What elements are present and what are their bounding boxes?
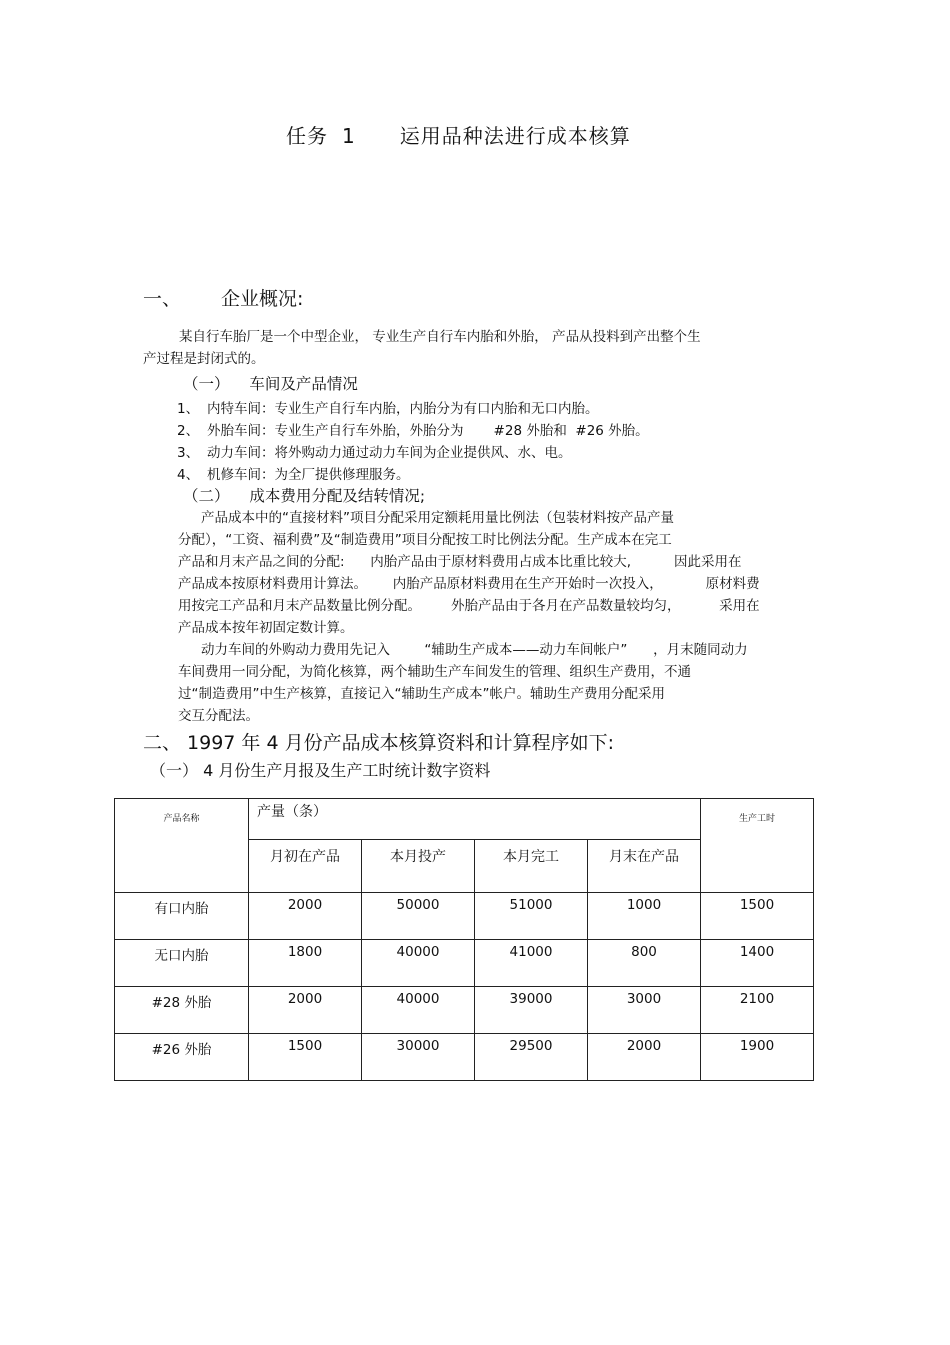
list-item: 1、 内特车间：专业生产自行车内胎，内胎分为有口内胎和无口内胎。 bbox=[177, 401, 599, 417]
table-row bbox=[115, 893, 814, 940]
table-cell: 2000 bbox=[249, 893, 362, 940]
section1-label: 一、 bbox=[143, 288, 182, 310]
product-name-cell: 无口内胎 bbox=[115, 940, 249, 987]
table-cell: 51000 bbox=[475, 893, 588, 940]
table-cell: 1800 bbox=[249, 940, 362, 987]
header-work-hours: 生产工时 bbox=[701, 799, 814, 893]
table-cell: 2000 bbox=[249, 987, 362, 1034]
subsection1-label: （一） bbox=[183, 375, 230, 393]
header-product-name: 产品名称 bbox=[115, 799, 249, 893]
subsection2-heading bbox=[183, 484, 425, 506]
title-task: 任务 bbox=[286, 124, 328, 148]
header-closing-wip: 月末在产品 bbox=[588, 840, 701, 893]
hours-cell: 2100 bbox=[701, 987, 814, 1034]
header-opening-wip: 月初在产品 bbox=[249, 840, 362, 893]
table-cell: 2000 bbox=[588, 1034, 701, 1081]
table-cell: 1500 bbox=[249, 1034, 362, 1081]
table-cell: 1000 bbox=[588, 893, 701, 940]
hours-cell: 1500 bbox=[701, 893, 814, 940]
list-item: 2、 外胎车间：专业生产自行车外胎，外胎分为 #28 外胎和 #26 外胎。 bbox=[177, 423, 649, 439]
intro-line-2: 产过程是封闭式的。 bbox=[143, 351, 265, 367]
product-name-cell: #28 外胎 bbox=[115, 987, 249, 1034]
title-main: 运用品种法进行成本核算 bbox=[399, 124, 631, 148]
paragraph-line: 产品成本按原材料费用计算法。 内胎产品原材料费用在生产开始时一次投入， 原材料费 bbox=[178, 576, 760, 592]
intro-line-1: 某自行车胎厂是一个中型企业， 专业生产自行车内胎和外胎， 产品从投料到产出整个生 bbox=[179, 329, 701, 345]
section1-title: 企业概况: bbox=[221, 288, 304, 310]
header-input: 本月投产 bbox=[362, 840, 475, 893]
table-cell: 41000 bbox=[475, 940, 588, 987]
subsection2-label: （二） bbox=[183, 487, 230, 505]
paragraph-line: 过“制造费用”中生产核算，直接记入“辅助生产成本”帐户。辅助生产费用分配采用 bbox=[178, 686, 665, 702]
list-item: 4、 机修车间：为全厂提供修理服务。 bbox=[177, 467, 410, 483]
hours-cell: 1400 bbox=[701, 940, 814, 987]
list-item: 3、 动力车间：将外购动力通过动力车间为企业提供风、水、电。 bbox=[177, 445, 572, 461]
paragraph-line: 车间费用一同分配，为简化核算，两个辅助生产车间发生的管理、组织生产费用，不通 bbox=[178, 664, 691, 680]
table-cell: 40000 bbox=[362, 987, 475, 1034]
document-title bbox=[286, 120, 631, 149]
section2-heading: 二、 1997 年 4 月份产品成本核算资料和计算程序如下: bbox=[143, 732, 615, 754]
title-number: 1 bbox=[342, 124, 356, 148]
hours-cell: 1900 bbox=[701, 1034, 814, 1081]
subsection1-title: 车间及产品情况 bbox=[249, 375, 358, 393]
paragraph-line: 动力车间的外购动力费用先记入 “辅助生产成本——动力车间帐户” ，月末随同动力 bbox=[201, 642, 748, 658]
paragraph-line: 用按完工产品和月末产品数量比例分配。 外胎产品由于各月在产品数量较均匀， 采用在 bbox=[178, 598, 760, 614]
header-quantity: 产量（条） bbox=[249, 799, 701, 840]
table-row bbox=[115, 987, 814, 1034]
table-row bbox=[115, 1034, 814, 1081]
production-table bbox=[114, 798, 814, 1081]
section2-subheading: （一） 4 月份生产月报及生产工时统计数字资料 bbox=[150, 761, 491, 780]
subsection1-heading bbox=[183, 372, 358, 394]
header-completed: 本月完工 bbox=[475, 840, 588, 893]
table-cell: 50000 bbox=[362, 893, 475, 940]
table-cell: 40000 bbox=[362, 940, 475, 987]
table-cell: 30000 bbox=[362, 1034, 475, 1081]
subsection2-title: 成本费用分配及结转情况; bbox=[249, 487, 426, 505]
paragraph-line: 分配），“工资、福利费”及“制造费用”项目分配按工时比例法分配。生产成本在完工 bbox=[178, 532, 672, 548]
paragraph-line: 产品成本中的“直接材料”项目分配采用定额耗用量比例法（包装材料按产品产量 bbox=[201, 510, 674, 526]
table-cell: 800 bbox=[588, 940, 701, 987]
product-name-cell: 有口内胎 bbox=[115, 893, 249, 940]
section1-heading bbox=[143, 284, 303, 311]
table-cell: 3000 bbox=[588, 987, 701, 1034]
table-cell: 29500 bbox=[475, 1034, 588, 1081]
table-row bbox=[115, 940, 814, 987]
paragraph-line: 交互分配法。 bbox=[178, 708, 259, 724]
paragraph-line: 产品和月末产品之间的分配: 内胎产品由于原材料费用占成本比重比较大, 因此采用在 bbox=[178, 554, 742, 570]
table-cell: 39000 bbox=[475, 987, 588, 1034]
paragraph-line: 产品成本按年初固定数计算。 bbox=[178, 620, 354, 636]
product-name-cell: #26 外胎 bbox=[115, 1034, 249, 1081]
